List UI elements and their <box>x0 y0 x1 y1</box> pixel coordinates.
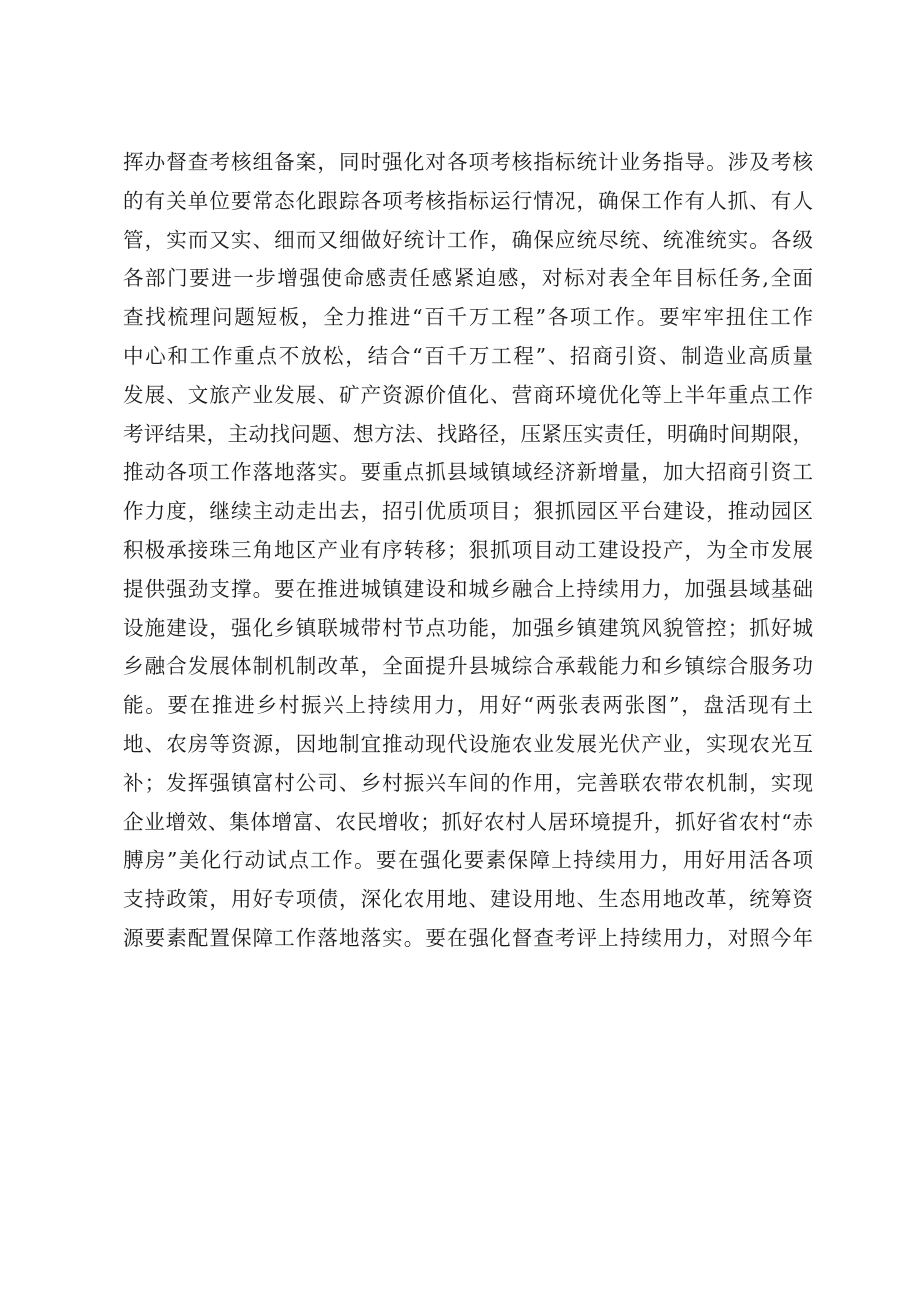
text-line: 乡融合发展体制机制改革，全面提升县城综合承载能力和乡镇综合服务功 <box>123 654 813 679</box>
text-line: 推动各项工作落地落实。要重点抓县域镇域经济新增量，加大招商引资工 <box>123 460 813 485</box>
text-line: 能。要在推进乡村振兴上持续用力，用好“两张表两张图”，盘活现有土 <box>123 693 813 718</box>
text-line: 设施建设，强化乡镇联城带村节点功能，加强乡镇建筑风貌管控；抓好城 <box>123 615 813 640</box>
text-line: 源要素配置保障工作落地落实。要在强化督查考评上持续用力，对照今年 <box>123 925 813 950</box>
text-line: 膊房”美化行动试点工作。要在强化要素保障上持续用力，用好用活各项 <box>123 848 813 873</box>
text-line: 中心和工作重点不放松，结合“百千万工程”、招商引资、制造业高质量 <box>123 343 813 368</box>
text-line: 补；发挥强镇富村公司、乡村振兴车间的作用，完善联农带农机制，实现 <box>123 770 813 795</box>
text-line: 作力度，继续主动走出去，招引优质项目；狠抓园区平台建设，推动园区 <box>123 499 813 524</box>
text-line: 的有关单位要常态化跟踪各项考核指标运行情况，确保工作有人抓、有人 <box>123 188 813 213</box>
text-line: 挥办督查考核组备案，同时强化对各项考核指标统计业务指导。涉及考核 <box>123 150 813 174</box>
text-line: 积极承接珠三角地区产业有序转移；狠抓项目动工建设投产，为全市发展 <box>123 537 813 562</box>
text-line: 各部门要进一步增强使命感责任感紧迫感，对标对表全年目标任务,全面 <box>123 266 813 291</box>
text-line: 发展、文旅产业发展、矿产资源价值化、营商环境优化等上半年重点工作 <box>123 382 813 407</box>
body-text <box>123 143 813 958</box>
text-line: 地、农房等资源，因地制宜推动现代设施农业发展光伏产业，实现农光互 <box>123 731 813 756</box>
text-line: 支持政策，用好专项债，深化农用地、建设用地、生态用地改革，统筹资 <box>123 887 813 912</box>
text-line: 查找梳理问题短板，全力推进“百千万工程”各项工作。要牢牢扭住工作 <box>123 305 813 330</box>
text-line: 企业增效、集体增富、农民增收；抓好农村人居环境提升，抓好省农村“赤 <box>123 809 813 834</box>
text-line: 提供强劲支撑。要在推进城镇建设和城乡融合上持续用力，加强县域基础 <box>123 576 813 601</box>
text-line: 考评结果，主动找问题、想方法、找路径，压紧压实责任，明确时间期限， <box>123 421 813 446</box>
text-line: 管，实而又实、细而又细做好统计工作，确保应统尽统、统准统实。各级 <box>123 227 813 252</box>
